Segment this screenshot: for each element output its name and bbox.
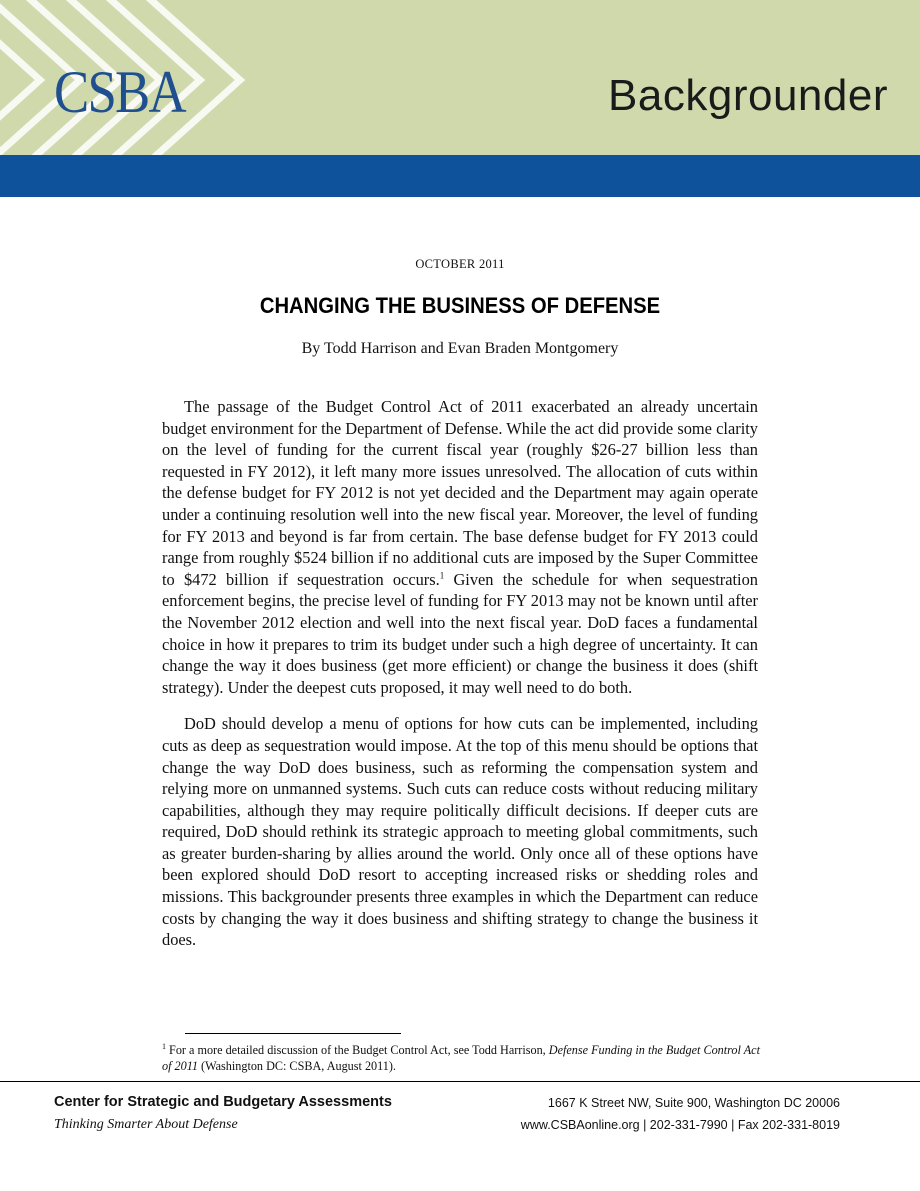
page-title: CHANGING THE BUSINESS OF DEFENSE xyxy=(259,293,661,318)
footnote-reference: 1 xyxy=(439,570,445,581)
document-type-heading: Backgrounder xyxy=(608,71,888,120)
footnote-marker: 1 xyxy=(162,1041,166,1051)
footer-divider xyxy=(0,1081,920,1082)
footer-tagline: Thinking Smarter About Defense xyxy=(54,1117,238,1132)
author-byline: By Todd Harrison and Evan Braden Montgomery xyxy=(301,340,619,357)
article-body xyxy=(162,396,758,966)
footnote xyxy=(162,1042,762,1074)
paragraph-text: Given the schedule for when sequestration enforcement begins, the precise level of funding for FY 2013 may not be known until after the November 2012 election and well into the next fiscal year. DoD faces a fundamental choice in how it prepares to trim its budget under such a high degree of uncertainty. It can change the way it does business (get more efficient) or change the business it does (shift strategy). Under the deepest cuts proposed, it may well need to do both. xyxy=(162,569,758,697)
footnote-text: For a more detailed discussion of the Budget Control Act, see Todd Harrison, xyxy=(166,1043,549,1057)
footnote-divider xyxy=(185,1033,401,1034)
body-paragraph xyxy=(162,396,758,698)
header-banner xyxy=(0,0,920,155)
body-paragraph: DoD should develop a menu of options for how cuts can be implemented, including cuts as deep as sequestration would impose. At the top of this menu should be options that change the way DoD does business, such as reforming the compensation system and relying more on unmanned systems. Such cuts can reduce costs without reducing military capabilities, although they may require politically difficult decisions. If deeper cuts are required, DoD should rethink its strategic approach to meeting global commitments, such as greater burden-sharing by allies around the world. Only once all of these options have been explored should DoD resort to accepting increased risks or shedding roles and missions. This backgrounder presents three examples in which the Department can reduce costs by changing the way it does business and shifting strategy to change the business it does. xyxy=(162,714,758,950)
footnote-text: (Washington DC: CSBA, August 2011). xyxy=(198,1059,396,1073)
publication-date: OCTOBER 2011 xyxy=(415,257,505,271)
footnote-cited-title: Defense Funding in the Budget Control Act of 2011 xyxy=(162,1043,760,1073)
footer-contact-info: www.CSBAonline.org | 202-331-7990 | Fax 202-331-8019 xyxy=(520,1118,840,1132)
header-blue-stripe xyxy=(0,155,920,197)
footer-address: 1667 K Street NW, Suite 900, Washington DC 20006 xyxy=(547,1096,840,1110)
csba-logo: CSBA xyxy=(54,59,185,125)
footer-org-name: Center for Strategic and Budgetary Assessments xyxy=(54,1094,392,1110)
paragraph-text: The passage of the Budget Control Act of 2011 exacerbated an already uncertain budget environment for the Department of Defense. While the act did provide some clarity on the level of funding for the current fiscal year (roughly $26-27 billion less than requested in FY 2012), it left many more issues unresolved. The allocation of cuts within the defense budget for FY 2012 is not yet decided and the Department may again operate under a continuing resolution well into the new fiscal year. Moreover, the level of funding for FY 2013 and beyond is far from certain. The base defense budget for FY 2013 could range from roughly $524 billion if no additional cuts are imposed by the Super Committee to $472 billion if sequestration occurs. xyxy=(162,397,758,589)
